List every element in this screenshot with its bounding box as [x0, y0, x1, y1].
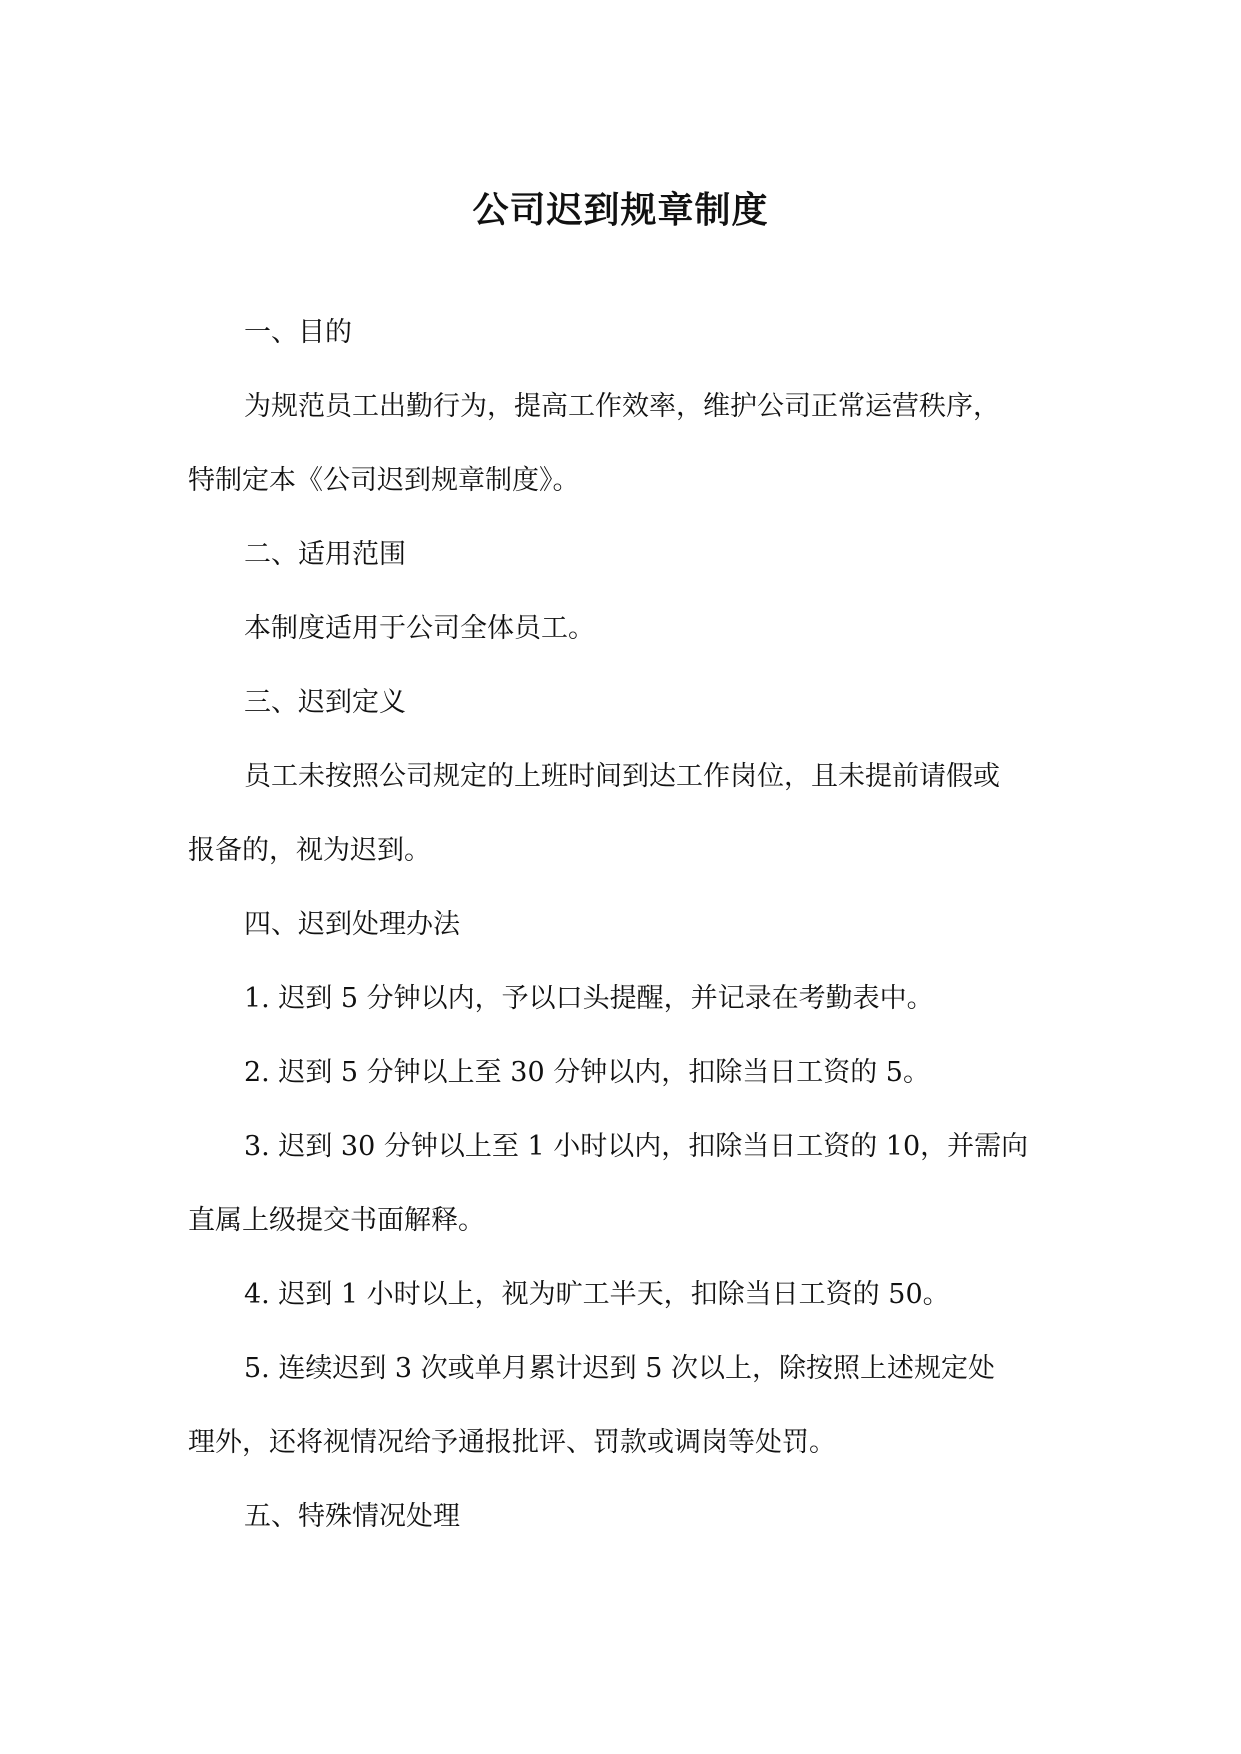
- list-item: 3. 迟到 30 分钟以上至 1 小时以内，扣除当日工资的 10，并需向: [244, 1131, 1029, 1162]
- document-title: 公司迟到规章制度: [472, 189, 769, 231]
- paragraph-line: 本制度适用于公司全体员工。: [244, 613, 595, 644]
- section-heading-purpose: 一、目的: [244, 317, 352, 348]
- section-heading-definition: 三、迟到定义: [244, 687, 406, 718]
- section-heading-scope: 二、适用范围: [244, 539, 406, 570]
- list-item: 1. 迟到 5 分钟以内，予以口头提醒，并记录在考勤表中。: [244, 983, 934, 1014]
- list-item-continuation: 直属上级提交书面解释。: [188, 1205, 485, 1236]
- list-item-continuation: 理外，还将视情况给予通报批评、罚款或调岗等处罚。: [188, 1427, 836, 1458]
- paragraph-line: 为规范员工出勤行为，提高工作效率，维护公司正常运营秩序，: [244, 391, 1000, 422]
- paragraph-line: 特制定本《公司迟到规章制度》。: [188, 465, 580, 496]
- list-item: 5. 连续迟到 3 次或单月累计迟到 5 次以上，除按照上述规定处: [244, 1353, 996, 1384]
- paragraph-line: 员工未按照公司规定的上班时间到达工作岗位，且未提前请假或: [244, 761, 1000, 792]
- list-item: 4. 迟到 1 小时以上，视为旷工半天，扣除当日工资的 50。: [244, 1279, 950, 1310]
- section-heading-special-cases: 五、特殊情况处理: [244, 1501, 460, 1532]
- section-heading-handling: 四、迟到处理办法: [244, 909, 460, 940]
- paragraph-line: 报备的，视为迟到。: [188, 835, 431, 866]
- list-item: 2. 迟到 5 分钟以上至 30 分钟以内，扣除当日工资的 5。: [244, 1057, 930, 1088]
